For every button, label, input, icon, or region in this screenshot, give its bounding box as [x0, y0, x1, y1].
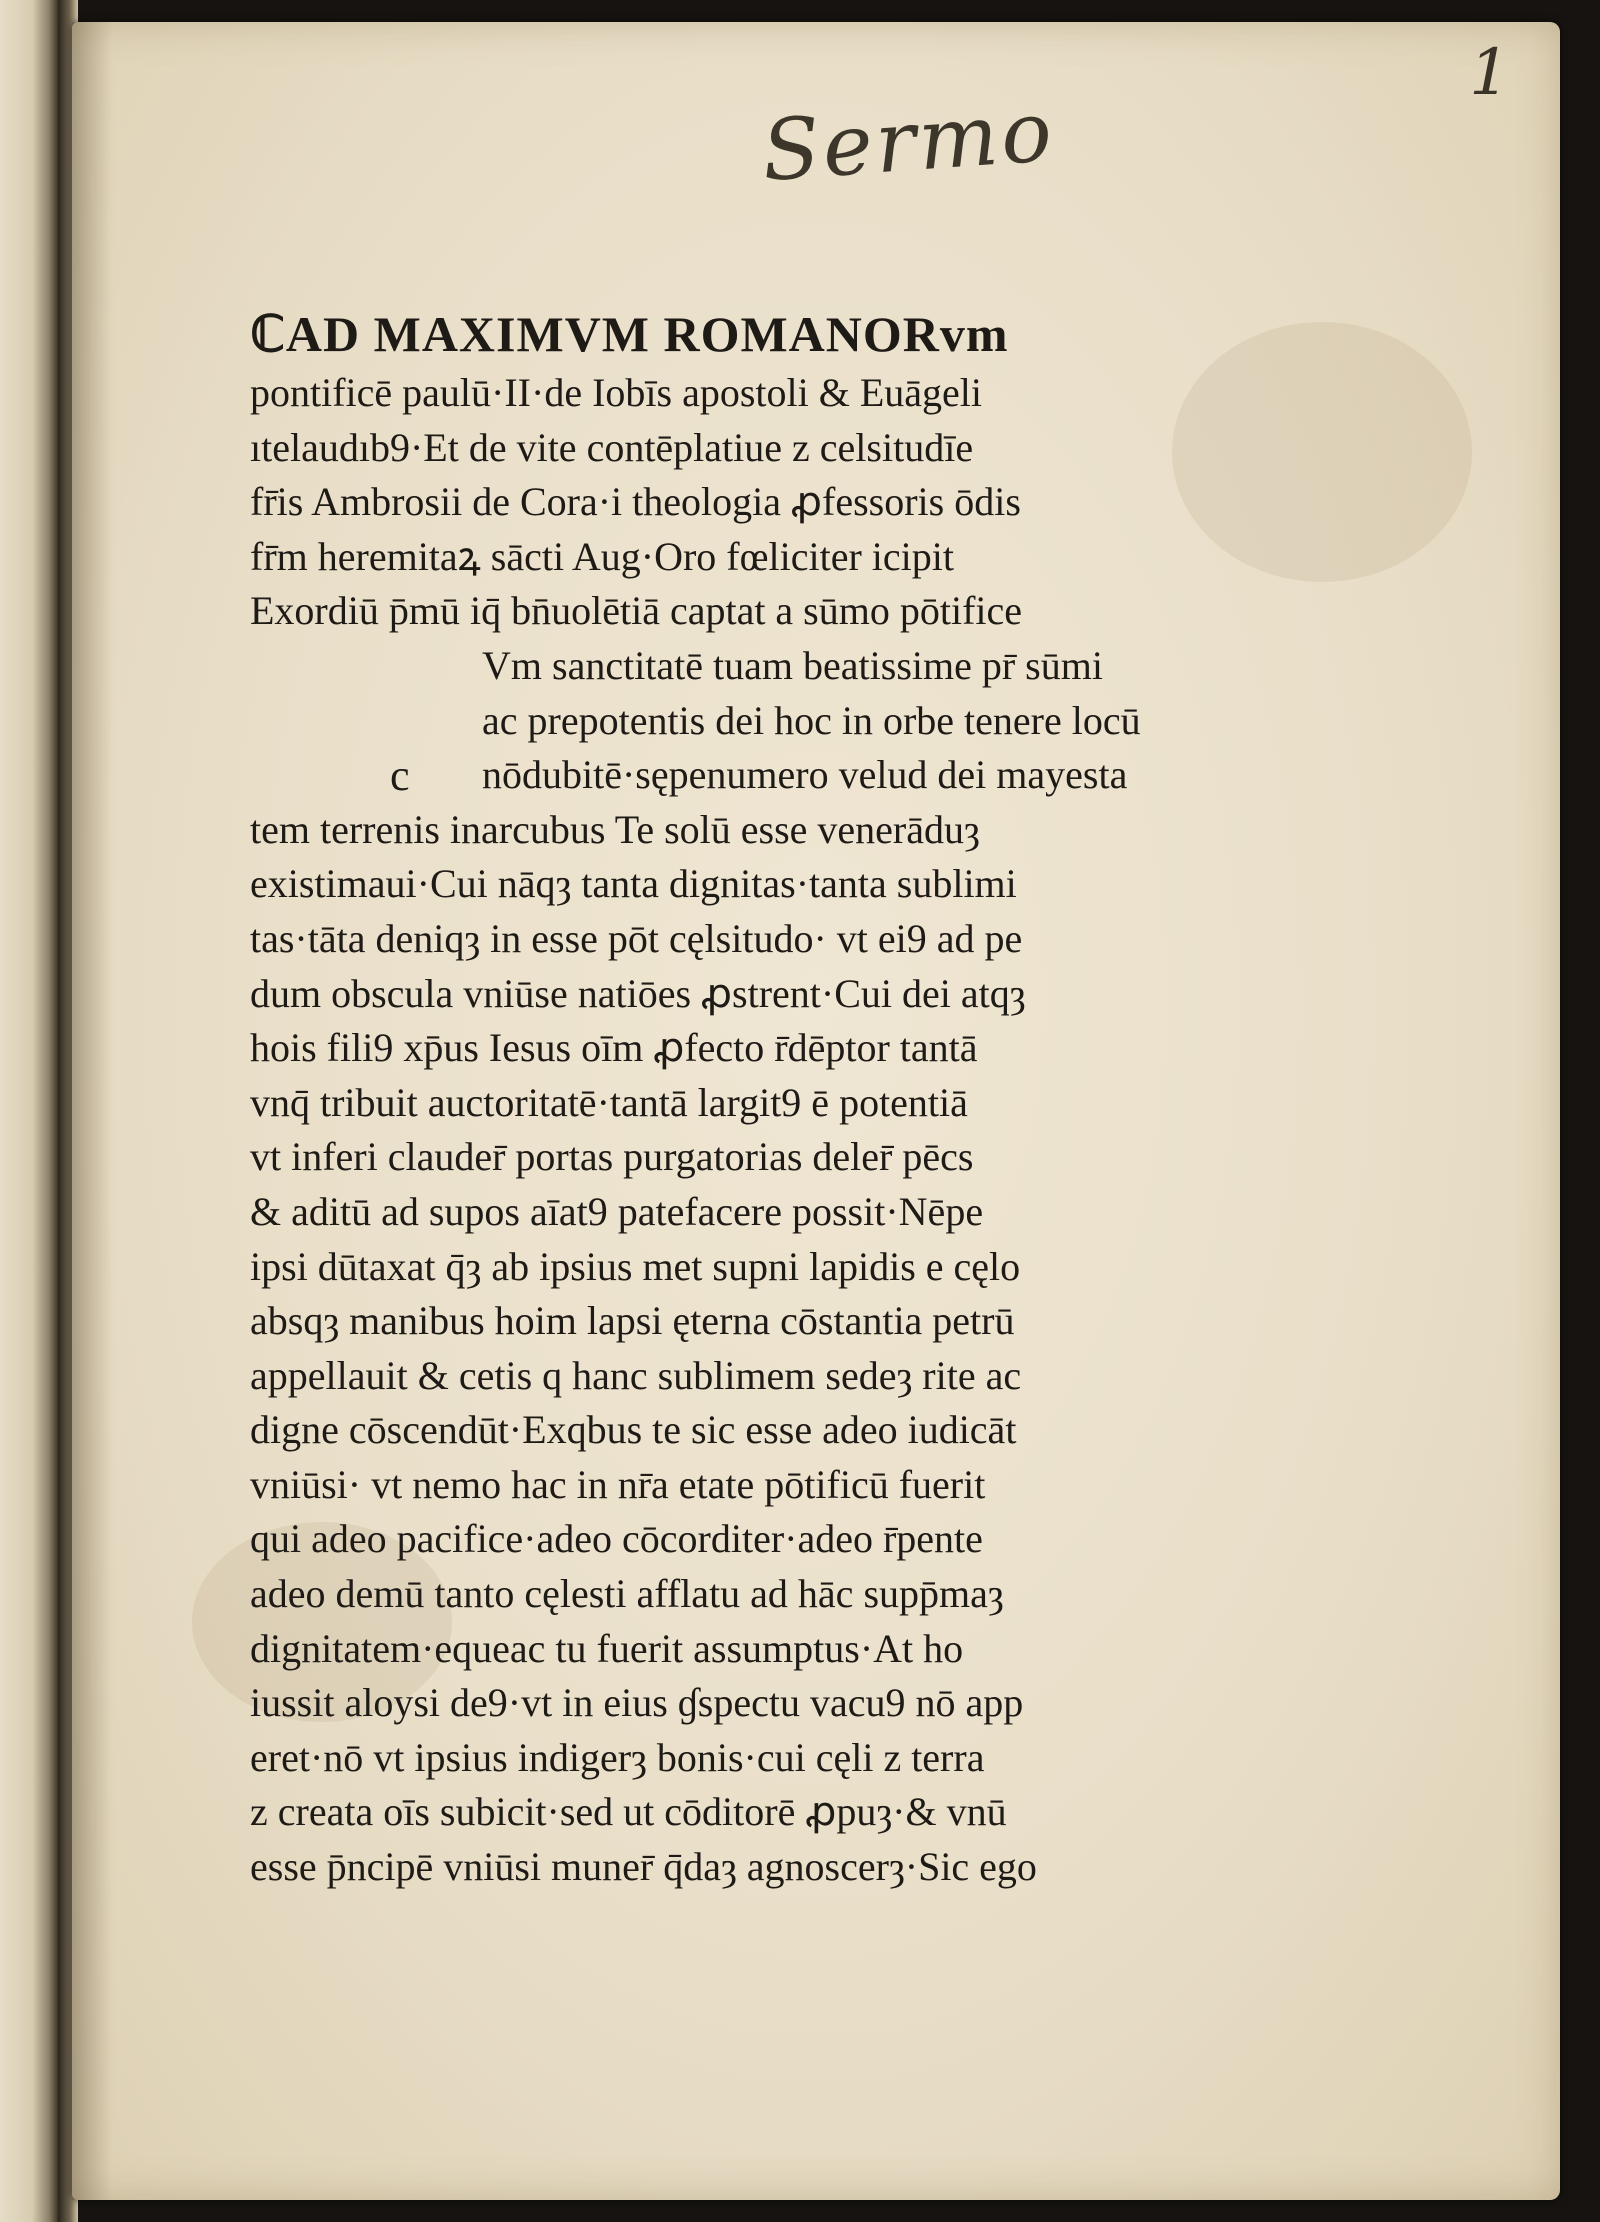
text-line: iussit aloysi de9·vt in eius ɠspectu vacu9 nō app: [250, 1680, 1024, 1726]
text-line: absqȝ manibus hoim lapsi ęterna cōstantia petrū: [250, 1298, 1015, 1344]
text-line: & aditū ad supos aīat9 patefacere possit·Nēpe: [250, 1188, 984, 1234]
text-line: tem terrenis inarcubus Te solū esse venerāduȝ: [250, 806, 980, 852]
text-line-heading: ℂAD MAXIMVM ROMANORvm: [250, 306, 1009, 362]
text-line: digne cōscendūt·Exqbus te sic esse adeo iudicāt: [250, 1407, 1017, 1453]
marginal-letter: c: [390, 751, 410, 800]
text-line: fr̄is Ambrosii de Cora·i theologia ꝓfessoris ōdis: [250, 479, 1021, 525]
document-page: [72, 22, 1560, 2200]
folio-number: 1: [1469, 36, 1510, 110]
text-line: appellauit & cetis q hanc sublimem sedeȝ rite ac: [250, 1352, 1022, 1398]
text-line: ipsi dūtaxat q̄ȝ ab ipsius met supni lapidis e cęlo: [250, 1243, 1021, 1289]
text-line: existimaui·Cui nāqȝ tanta dignitas·tanta sublimi: [250, 861, 1017, 907]
text-line: ıtelaudıb9·Et de vite contēplatiue z celsitudīe: [250, 424, 974, 470]
text-line: Vm sanctitatē tuam beatissime pr̄ sūmi: [482, 642, 1103, 688]
text-line: Exordiū p̄mū iq̄ bn̄uolētiā captat a sūmo pōtifice: [250, 588, 1023, 634]
text-line: tas·tāta deniqȝ in esse pōt cęlsitudo· vt ei9 ad pe: [250, 915, 1023, 961]
text-line: dum obscula vniūse natiōes ꝓstrent·Cui dei atqȝ: [250, 970, 1026, 1016]
text-line: vniūsi· vt nemo hac in nr̄a etate pōtificū fuerit: [250, 1461, 986, 1507]
text-line: pontificē paulū·II·de Iobīs apostoli & Euāgeli: [250, 370, 983, 415]
text-line: eret·nō vt ipsius indigerȝ bonis·cui cęli z terra: [250, 1734, 985, 1780]
text-line: fr̄m heremitaꝝ sācti Aug·Oro fœliciter icipit: [250, 533, 954, 579]
text-line: nōdubitē·sępenumero velud dei mayesta: [482, 752, 1128, 798]
handwritten-annotation: Sermo: [758, 81, 1058, 201]
text-block: [250, 302, 1330, 1895]
text-line: esse p̄ncipē vniūsi muner̄ q̄daȝ agnoscerȝ·Sic ego: [250, 1844, 1037, 1890]
text-line: adeo demū tanto cęlesti afflatu ad hāc supp̄maȝ: [250, 1571, 1004, 1617]
text-line: vt inferi clauder̄ portas purgatorias deler̄ pēcs: [250, 1134, 974, 1180]
text-line: vnq̄ tribuit auctoritatē·tantā largit9 ē potentiā: [250, 1079, 968, 1125]
text-line: dignitatem·equeac tu fuerit assumptus·At ho: [250, 1625, 964, 1671]
facing-page-edge: [0, 0, 58, 2222]
text-line: hois fili9 xp̄us Iesus oīm ꝓfecto r̄dēptor tantā: [250, 1025, 978, 1071]
text-line: z creata oīs subicit·sed ut cōditorē ꝓpuȝ·& vnū: [250, 1789, 1007, 1835]
text-line: qui adeo pacifice·adeo cōcorditer·adeo r̄pente: [250, 1516, 983, 1562]
text-line: ac prepotentis dei hoc in orbe tenere locū: [482, 697, 1141, 743]
